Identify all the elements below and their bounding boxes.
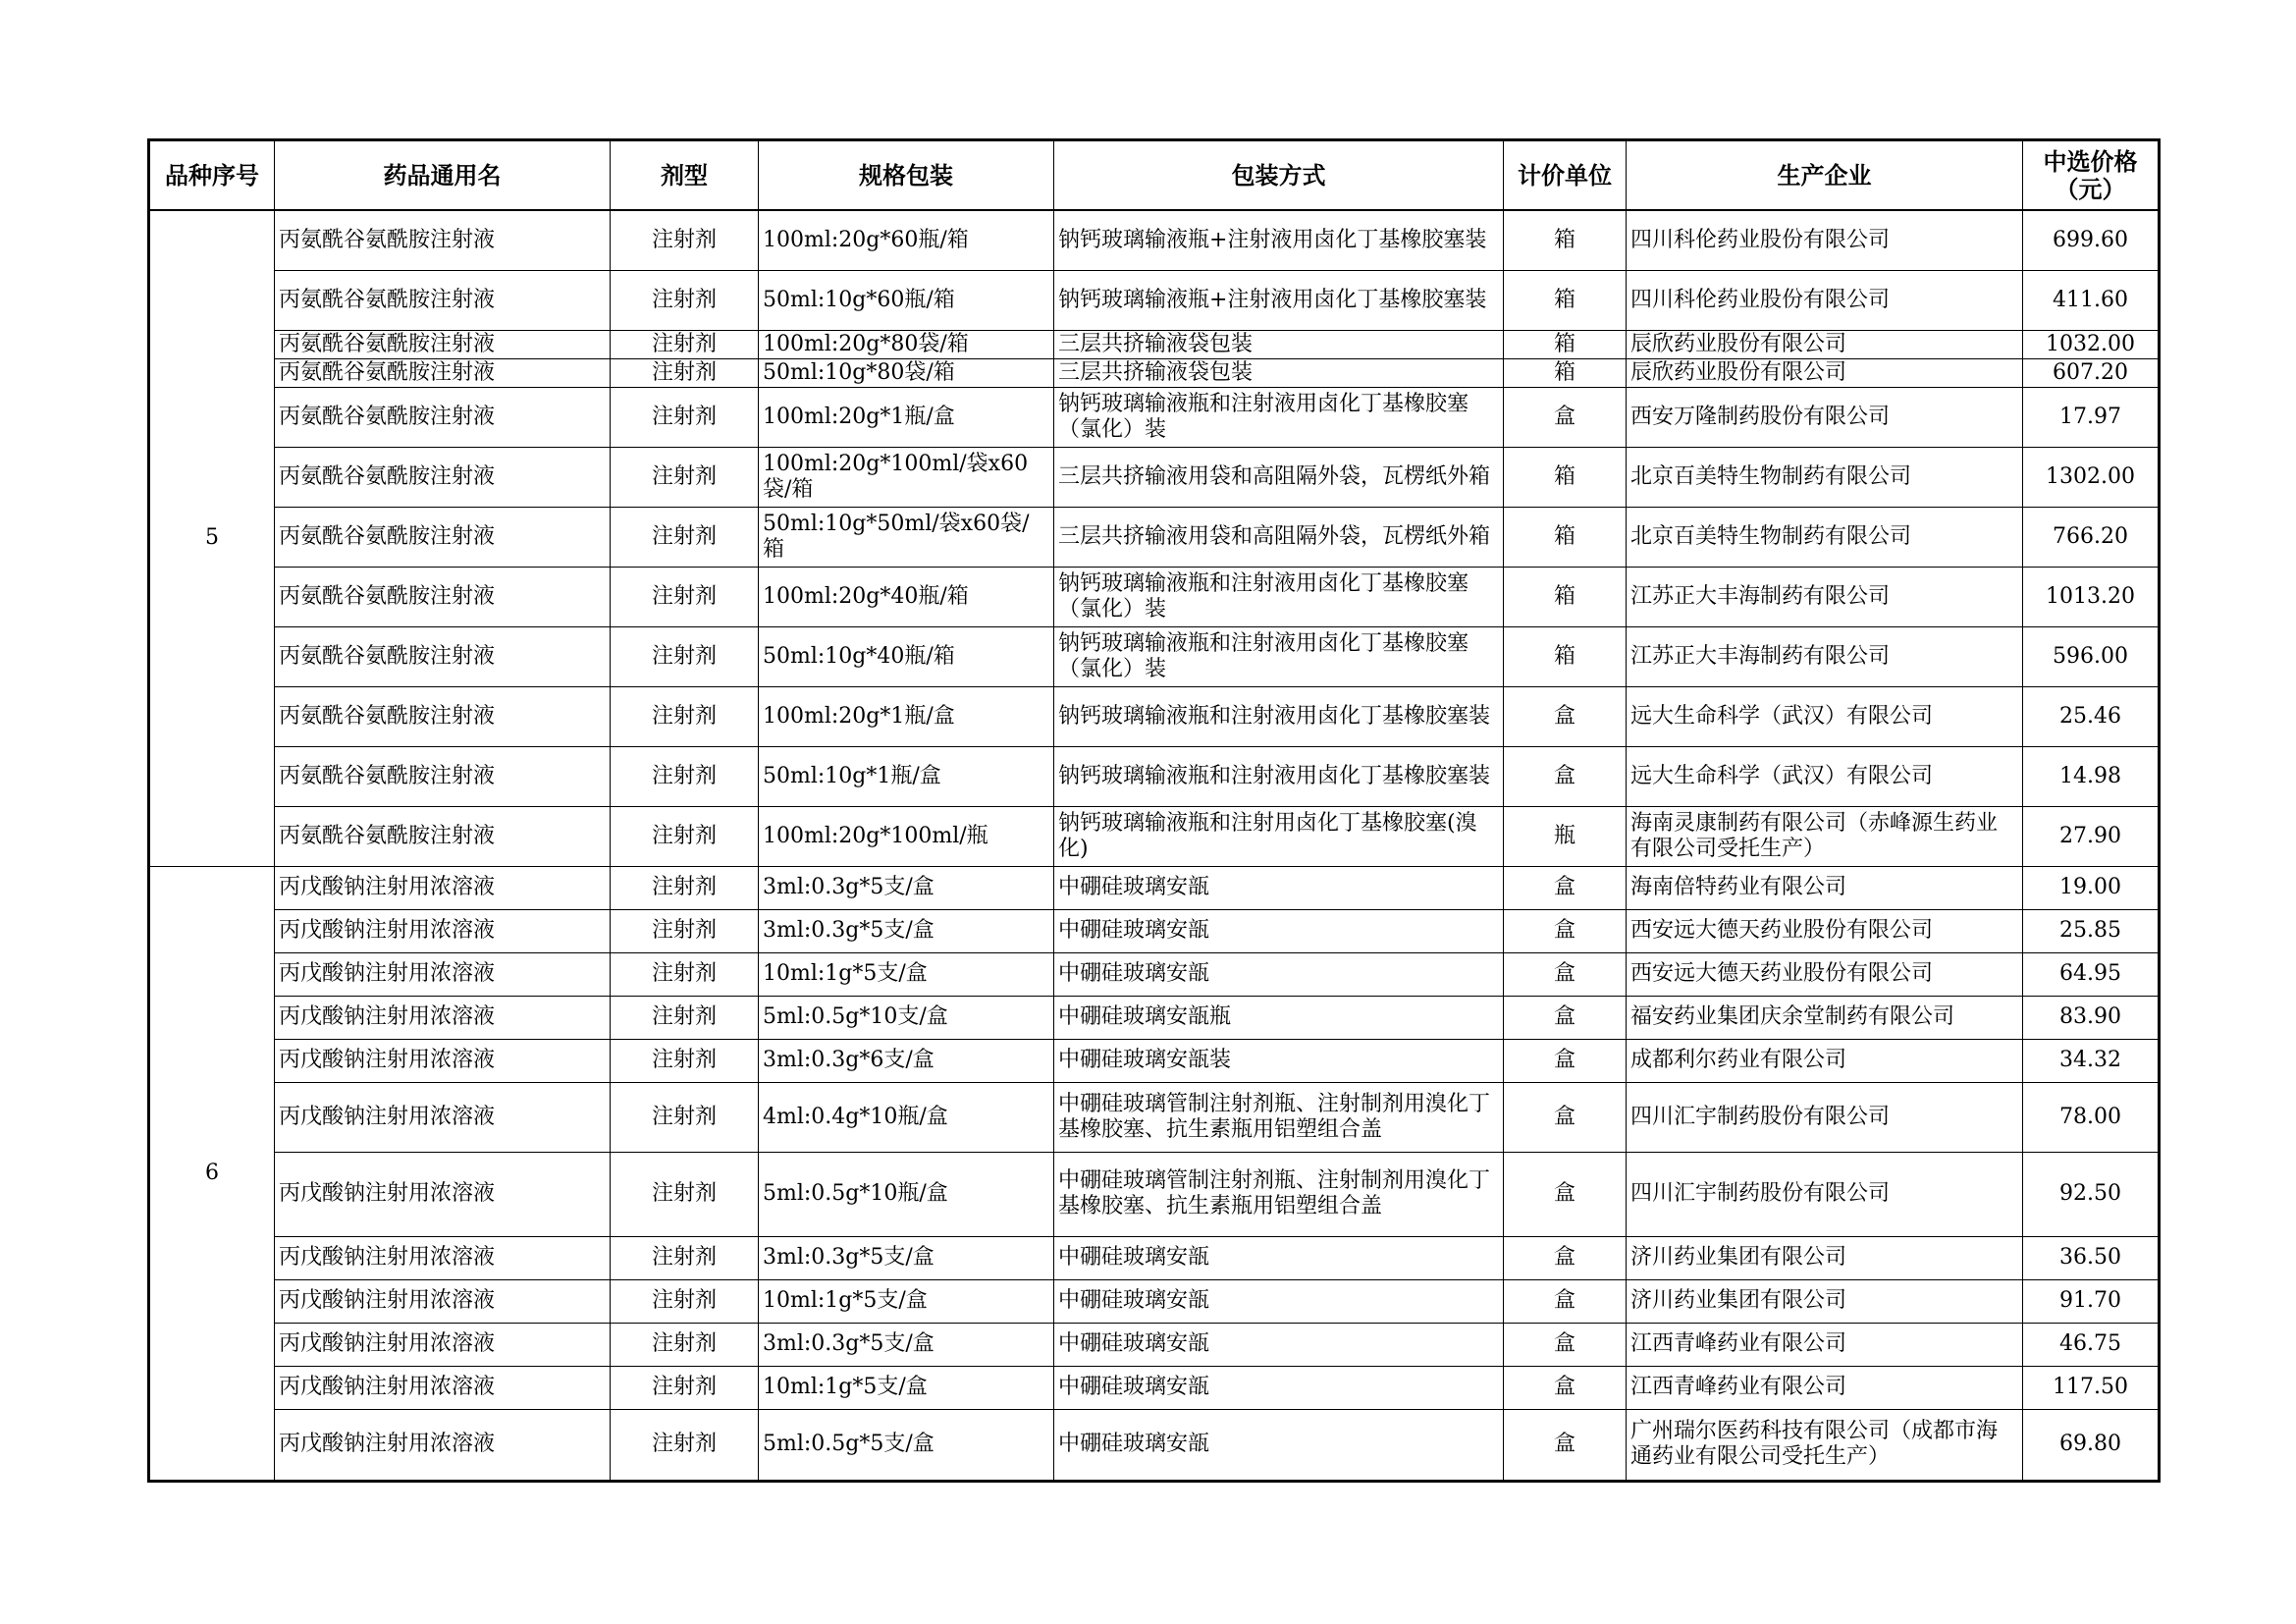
price-cell: 1013.20 — [2023, 567, 2159, 626]
manufacturer-cell: 江苏正大丰海制药有限公司 — [1627, 626, 2023, 686]
manufacturer-cell: 江西青峰药业有限公司 — [1627, 1366, 2023, 1409]
table-row — [150, 358, 2159, 387]
price-cell: 27.90 — [2023, 806, 2159, 866]
drug-name-cell: 丙氨酰谷氨酰胺注射液 — [275, 686, 611, 746]
drug-name-cell: 丙戊酸钠注射用浓溶液 — [275, 1366, 611, 1409]
packing-cell: 钠钙玻璃输液瓶和注射用卤化丁基橡胶塞(溴化) — [1054, 806, 1504, 866]
price-cell: 19.00 — [2023, 866, 2159, 909]
unit-cell: 盒 — [1504, 686, 1627, 746]
table-row — [150, 270, 2159, 330]
price-cell: 596.00 — [2023, 626, 2159, 686]
spec-cell: 100ml:20g*100ml/袋x60袋/箱 — [759, 447, 1054, 507]
price-cell: 14.98 — [2023, 746, 2159, 806]
unit-cell: 盒 — [1504, 1279, 1627, 1323]
drug-price-table — [149, 140, 2159, 1481]
spec-cell: 10ml:1g*5支/盒 — [759, 1279, 1054, 1323]
spec-cell: 50ml:10g*60瓶/箱 — [759, 270, 1054, 330]
spec-cell: 3ml:0.3g*5支/盒 — [759, 866, 1054, 909]
manufacturer-cell: 西安远大德天药业股份有限公司 — [1627, 952, 2023, 996]
spec-cell: 100ml:20g*40瓶/箱 — [759, 567, 1054, 626]
dosage-form-cell: 注射剂 — [611, 1409, 759, 1480]
unit-cell: 盒 — [1504, 996, 1627, 1039]
unit-cell: 盒 — [1504, 1409, 1627, 1480]
packing-cell: 中硼硅玻璃安瓿 — [1054, 1236, 1504, 1279]
spec-cell: 50ml:10g*1瓶/盒 — [759, 746, 1054, 806]
unit-cell: 瓶 — [1504, 806, 1627, 866]
spec-cell: 50ml:10g*50ml/袋x60袋/箱 — [759, 507, 1054, 567]
drug-name-cell: 丙氨酰谷氨酰胺注射液 — [275, 358, 611, 387]
manufacturer-cell: 四川汇宇制药股份有限公司 — [1627, 1152, 2023, 1236]
manufacturer-cell: 西安远大德天药业股份有限公司 — [1627, 909, 2023, 952]
spec-cell: 100ml:20g*100ml/瓶 — [759, 806, 1054, 866]
dosage-form-cell: 注射剂 — [611, 1082, 759, 1152]
spec-cell: 3ml:0.3g*5支/盒 — [759, 1323, 1054, 1366]
dosage-form-cell: 注射剂 — [611, 1323, 759, 1366]
dosage-form-cell: 注射剂 — [611, 626, 759, 686]
spec-cell: 3ml:0.3g*5支/盒 — [759, 1236, 1054, 1279]
manufacturer-cell: 北京百美特生物制药有限公司 — [1627, 447, 2023, 507]
variety-no-cell: 5 — [150, 210, 275, 866]
manufacturer-cell: 辰欣药业股份有限公司 — [1627, 330, 2023, 358]
packing-cell: 中硼硅玻璃管制注射剂瓶、注射制剂用溴化丁基橡胶塞、抗生素瓶用铝塑组合盖 — [1054, 1082, 1504, 1152]
dosage-form-cell: 注射剂 — [611, 1152, 759, 1236]
table-row — [150, 1039, 2159, 1082]
unit-cell: 盒 — [1504, 952, 1627, 996]
packing-cell: 钠钙玻璃输液瓶和注射液用卤化丁基橡胶塞（氯化）装 — [1054, 387, 1504, 447]
dosage-form-cell: 注射剂 — [611, 270, 759, 330]
unit-cell: 盒 — [1504, 1323, 1627, 1366]
spec-cell: 100ml:20g*1瓶/盒 — [759, 387, 1054, 447]
price-cell: 91.70 — [2023, 1279, 2159, 1323]
spec-cell: 100ml:20g*1瓶/盒 — [759, 686, 1054, 746]
header-drug-name: 药品通用名 — [275, 141, 611, 211]
manufacturer-cell: 四川汇宇制药股份有限公司 — [1627, 1082, 2023, 1152]
manufacturer-cell: 江苏正大丰海制药有限公司 — [1627, 567, 2023, 626]
dosage-form-cell: 注射剂 — [611, 1039, 759, 1082]
unit-cell: 箱 — [1504, 330, 1627, 358]
table-row — [150, 996, 2159, 1039]
unit-cell: 盒 — [1504, 1366, 1627, 1409]
spec-cell: 3ml:0.3g*5支/盒 — [759, 909, 1054, 952]
header-selected-price: 中选价格（元） — [2023, 141, 2159, 211]
dosage-form-cell: 注射剂 — [611, 866, 759, 909]
spec-cell: 100ml:20g*60瓶/箱 — [759, 210, 1054, 270]
spec-cell: 10ml:1g*5支/盒 — [759, 1366, 1054, 1409]
packing-cell: 中硼硅玻璃安瓿 — [1054, 1409, 1504, 1480]
packing-cell: 三层共挤输液袋包装 — [1054, 358, 1504, 387]
manufacturer-cell: 远大生命科学（武汉）有限公司 — [1627, 686, 2023, 746]
unit-cell: 盒 — [1504, 866, 1627, 909]
spec-cell: 100ml:20g*80袋/箱 — [759, 330, 1054, 358]
packing-cell: 中硼硅玻璃安瓿 — [1054, 952, 1504, 996]
packing-cell: 中硼硅玻璃安瓿瓶 — [1054, 996, 1504, 1039]
dosage-form-cell: 注射剂 — [611, 1279, 759, 1323]
table-row — [150, 1279, 2159, 1323]
manufacturer-cell: 北京百美特生物制药有限公司 — [1627, 507, 2023, 567]
manufacturer-cell: 西安万隆制药股份有限公司 — [1627, 387, 2023, 447]
drug-name-cell: 丙氨酰谷氨酰胺注射液 — [275, 567, 611, 626]
dosage-form-cell: 注射剂 — [611, 387, 759, 447]
table-row — [150, 686, 2159, 746]
drug-name-cell: 丙氨酰谷氨酰胺注射液 — [275, 626, 611, 686]
packing-cell: 三层共挤输液用袋和高阻隔外袋，瓦楞纸外箱 — [1054, 507, 1504, 567]
table-row — [150, 952, 2159, 996]
spec-cell: 5ml:0.5g*5支/盒 — [759, 1409, 1054, 1480]
packing-cell: 中硼硅玻璃安瓿装 — [1054, 1039, 1504, 1082]
manufacturer-cell: 广州瑞尔医药科技有限公司（成都市海通药业有限公司受托生产） — [1627, 1409, 2023, 1480]
unit-cell: 盒 — [1504, 1236, 1627, 1279]
header-pricing-unit: 计价单位 — [1504, 141, 1627, 211]
drug-name-cell: 丙戊酸钠注射用浓溶液 — [275, 1323, 611, 1366]
unit-cell: 箱 — [1504, 358, 1627, 387]
manufacturer-cell: 成都利尔药业有限公司 — [1627, 1039, 2023, 1082]
price-cell: 46.75 — [2023, 1323, 2159, 1366]
unit-cell: 盒 — [1504, 1152, 1627, 1236]
table-row — [150, 387, 2159, 447]
dosage-form-cell: 注射剂 — [611, 567, 759, 626]
table-row — [150, 330, 2159, 358]
spec-cell: 5ml:0.5g*10支/盒 — [759, 996, 1054, 1039]
table-row — [150, 1323, 2159, 1366]
price-cell: 1302.00 — [2023, 447, 2159, 507]
price-cell: 1032.00 — [2023, 330, 2159, 358]
dosage-form-cell: 注射剂 — [611, 330, 759, 358]
spec-cell: 5ml:0.5g*10瓶/盒 — [759, 1152, 1054, 1236]
manufacturer-cell: 海南灵康制药有限公司（赤峰源生药业有限公司受托生产） — [1627, 806, 2023, 866]
packing-cell: 三层共挤输液袋包装 — [1054, 330, 1504, 358]
price-cell: 766.20 — [2023, 507, 2159, 567]
drug-name-cell: 丙氨酰谷氨酰胺注射液 — [275, 330, 611, 358]
price-cell: 69.80 — [2023, 1409, 2159, 1480]
table-row — [150, 746, 2159, 806]
spec-cell: 50ml:10g*80袋/箱 — [759, 358, 1054, 387]
price-cell: 117.50 — [2023, 1366, 2159, 1409]
unit-cell: 箱 — [1504, 626, 1627, 686]
unit-cell: 箱 — [1504, 270, 1627, 330]
table-row — [150, 806, 2159, 866]
table-row — [150, 507, 2159, 567]
manufacturer-cell: 四川科伦药业股份有限公司 — [1627, 270, 2023, 330]
packing-cell: 钠钙玻璃输液瓶+注射液用卤化丁基橡胶塞装 — [1054, 210, 1504, 270]
price-cell: 25.85 — [2023, 909, 2159, 952]
packing-cell: 三层共挤输液用袋和高阻隔外袋，瓦楞纸外箱 — [1054, 447, 1504, 507]
table-row — [150, 909, 2159, 952]
unit-cell: 箱 — [1504, 210, 1627, 270]
dosage-form-cell: 注射剂 — [611, 507, 759, 567]
unit-cell: 盒 — [1504, 387, 1627, 447]
unit-cell: 箱 — [1504, 507, 1627, 567]
dosage-form-cell: 注射剂 — [611, 996, 759, 1039]
variety-no-cell: 6 — [150, 866, 275, 1480]
dosage-form-cell: 注射剂 — [611, 210, 759, 270]
manufacturer-cell: 江西青峰药业有限公司 — [1627, 1323, 2023, 1366]
packing-cell: 中硼硅玻璃安瓿 — [1054, 1323, 1504, 1366]
header-spec-package: 规格包装 — [759, 141, 1054, 211]
packing-cell: 钠钙玻璃输液瓶和注射液用卤化丁基橡胶塞装 — [1054, 746, 1504, 806]
table-row — [150, 447, 2159, 507]
packing-cell: 钠钙玻璃输液瓶和注射液用卤化丁基橡胶塞（氯化）装 — [1054, 626, 1504, 686]
drug-name-cell: 丙氨酰谷氨酰胺注射液 — [275, 806, 611, 866]
drug-name-cell: 丙戊酸钠注射用浓溶液 — [275, 952, 611, 996]
table-row — [150, 1236, 2159, 1279]
dosage-form-cell: 注射剂 — [611, 952, 759, 996]
unit-cell: 盒 — [1504, 746, 1627, 806]
table-row — [150, 1152, 2159, 1236]
dosage-form-cell: 注射剂 — [611, 909, 759, 952]
price-cell: 78.00 — [2023, 1082, 2159, 1152]
dosage-form-cell: 注射剂 — [611, 806, 759, 866]
drug-name-cell: 丙氨酰谷氨酰胺注射液 — [275, 507, 611, 567]
spec-cell: 10ml:1g*5支/盒 — [759, 952, 1054, 996]
drug-name-cell: 丙戊酸钠注射用浓溶液 — [275, 909, 611, 952]
dosage-form-cell: 注射剂 — [611, 358, 759, 387]
manufacturer-cell: 济川药业集团有限公司 — [1627, 1236, 2023, 1279]
price-cell: 34.32 — [2023, 1039, 2159, 1082]
spec-cell: 3ml:0.3g*6支/盒 — [759, 1039, 1054, 1082]
drug-name-cell: 丙氨酰谷氨酰胺注射液 — [275, 746, 611, 806]
spec-cell: 50ml:10g*40瓶/箱 — [759, 626, 1054, 686]
drug-name-cell: 丙氨酰谷氨酰胺注射液 — [275, 270, 611, 330]
table-row — [150, 210, 2159, 270]
header-variety-no: 品种序号 — [150, 141, 275, 211]
drug-name-cell: 丙戊酸钠注射用浓溶液 — [275, 1236, 611, 1279]
unit-cell: 箱 — [1504, 447, 1627, 507]
dosage-form-cell: 注射剂 — [611, 1366, 759, 1409]
packing-cell: 钠钙玻璃输液瓶+注射液用卤化丁基橡胶塞装 — [1054, 270, 1504, 330]
manufacturer-cell: 四川科伦药业股份有限公司 — [1627, 210, 2023, 270]
unit-cell: 箱 — [1504, 567, 1627, 626]
drug-name-cell: 丙戊酸钠注射用浓溶液 — [275, 1152, 611, 1236]
manufacturer-cell: 远大生命科学（武汉）有限公司 — [1627, 746, 2023, 806]
price-cell: 83.90 — [2023, 996, 2159, 1039]
packing-cell: 钠钙玻璃输液瓶和注射液用卤化丁基橡胶塞（氯化）装 — [1054, 567, 1504, 626]
dosage-form-cell: 注射剂 — [611, 746, 759, 806]
unit-cell: 盒 — [1504, 909, 1627, 952]
price-cell: 36.50 — [2023, 1236, 2159, 1279]
drug-name-cell: 丙戊酸钠注射用浓溶液 — [275, 996, 611, 1039]
packing-cell: 中硼硅玻璃安瓿 — [1054, 909, 1504, 952]
packing-cell: 中硼硅玻璃安瓿 — [1054, 866, 1504, 909]
manufacturer-cell: 辰欣药业股份有限公司 — [1627, 358, 2023, 387]
price-cell: 92.50 — [2023, 1152, 2159, 1236]
drug-name-cell: 丙戊酸钠注射用浓溶液 — [275, 866, 611, 909]
drug-name-cell: 丙戊酸钠注射用浓溶液 — [275, 1039, 611, 1082]
price-cell: 17.97 — [2023, 387, 2159, 447]
drug-name-cell: 丙氨酰谷氨酰胺注射液 — [275, 210, 611, 270]
table-row — [150, 1409, 2159, 1480]
price-cell: 411.60 — [2023, 270, 2159, 330]
table-row — [150, 866, 2159, 909]
table-row — [150, 626, 2159, 686]
dosage-form-cell: 注射剂 — [611, 1236, 759, 1279]
drug-name-cell: 丙戊酸钠注射用浓溶液 — [275, 1082, 611, 1152]
drug-name-cell: 丙氨酰谷氨酰胺注射液 — [275, 447, 611, 507]
header-dosage-form: 剂型 — [611, 141, 759, 211]
price-cell: 25.46 — [2023, 686, 2159, 746]
manufacturer-cell: 济川药业集团有限公司 — [1627, 1279, 2023, 1323]
price-cell: 699.60 — [2023, 210, 2159, 270]
packing-cell: 中硼硅玻璃安瓿 — [1054, 1366, 1504, 1409]
table-body — [150, 210, 2159, 1480]
unit-cell: 盒 — [1504, 1082, 1627, 1152]
header-packing-method: 包装方式 — [1054, 141, 1504, 211]
dosage-form-cell: 注射剂 — [611, 447, 759, 507]
packing-cell: 钠钙玻璃输液瓶和注射液用卤化丁基橡胶塞装 — [1054, 686, 1504, 746]
table-row — [150, 1082, 2159, 1152]
packing-cell: 中硼硅玻璃安瓿 — [1054, 1279, 1504, 1323]
spec-cell: 4ml:0.4g*10瓶/盒 — [759, 1082, 1054, 1152]
manufacturer-cell: 福安药业集团庆余堂制药有限公司 — [1627, 996, 2023, 1039]
table-header-row — [150, 141, 2159, 211]
price-cell: 607.20 — [2023, 358, 2159, 387]
table-row — [150, 1366, 2159, 1409]
drug-name-cell: 丙氨酰谷氨酰胺注射液 — [275, 387, 611, 447]
price-cell: 64.95 — [2023, 952, 2159, 996]
table-row — [150, 567, 2159, 626]
unit-cell: 盒 — [1504, 1039, 1627, 1082]
drug-name-cell: 丙戊酸钠注射用浓溶液 — [275, 1279, 611, 1323]
packing-cell: 中硼硅玻璃管制注射剂瓶、注射制剂用溴化丁基橡胶塞、抗生素瓶用铝塑组合盖 — [1054, 1152, 1504, 1236]
manufacturer-cell: 海南倍特药业有限公司 — [1627, 866, 2023, 909]
header-manufacturer: 生产企业 — [1627, 141, 2023, 211]
drug-name-cell: 丙戊酸钠注射用浓溶液 — [275, 1409, 611, 1480]
dosage-form-cell: 注射剂 — [611, 686, 759, 746]
